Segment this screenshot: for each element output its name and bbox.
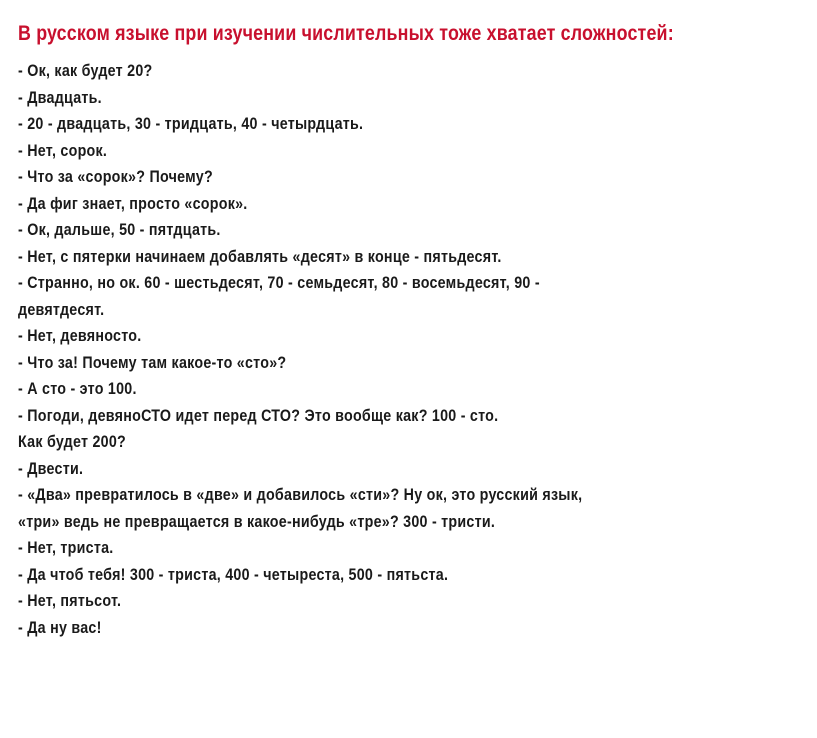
dialogue-line: - Ок, как будет 20? bbox=[18, 61, 153, 80]
dialogue-line: - Погоди, девяноСТО идет перед СТО? Это вообще как? 100 - сто. bbox=[18, 405, 499, 425]
dialogue-line: - Нет, сорок. bbox=[18, 140, 108, 160]
dialogue-line: - Нет, пятьсот. bbox=[18, 591, 122, 610]
dialogue-line: - Что за! Почему там какое-то «сто»? bbox=[18, 352, 287, 372]
dialogue-line: девятдесят. bbox=[18, 299, 105, 319]
dialogue-lines bbox=[18, 58, 799, 641]
dialogue-line: «три» ведь не превращается в какое-нибудь «тре»? 300 - тристи. bbox=[18, 511, 496, 531]
dialogue-line: Как будет 200? bbox=[18, 432, 127, 451]
dialogue-line: - Двести. bbox=[18, 458, 84, 478]
title-block bbox=[18, 18, 799, 50]
dialogue-line: - А сто - это 100. bbox=[18, 379, 137, 398]
dialogue-line: - Нет, с пятерки начинаем добавлять «десят» в конце - пятьдесят. bbox=[18, 246, 502, 266]
dialogue-line: - Нет, девяносто. bbox=[18, 326, 142, 345]
dialogue-line: - Ок, дальше, 50 - пятдцать. bbox=[18, 220, 221, 239]
dialogue-line: - Странно, но ок. 60 - шестьдесят, 70 - семьдесят, 80 - восемьдесят, 90 - bbox=[18, 273, 540, 292]
dialogue-line: - Двадцать. bbox=[18, 87, 102, 107]
dialogue-line: - Что за «сорок»? Почему? bbox=[18, 167, 213, 186]
dialogue-line: - Да фиг знает, просто «сорок». bbox=[18, 193, 248, 213]
dialogue-line: - Нет, триста. bbox=[18, 538, 114, 557]
dialogue-line: - 20 - двадцать, 30 - тридцать, 40 - четырдцать. bbox=[18, 114, 364, 133]
joke-title: В русском языке при изучении числительных тоже хватает сложностей: bbox=[18, 22, 674, 45]
dialogue-line: - Да чтоб тебя! 300 - триста, 400 - четыреста, 500 - пятьста. bbox=[18, 564, 449, 584]
dialogue-line: - Да ну вас! bbox=[18, 617, 102, 637]
dialogue-line: - «Два» превратилось в «две» и добавилось «сти»? Ну ок, это русский язык, bbox=[18, 485, 583, 504]
